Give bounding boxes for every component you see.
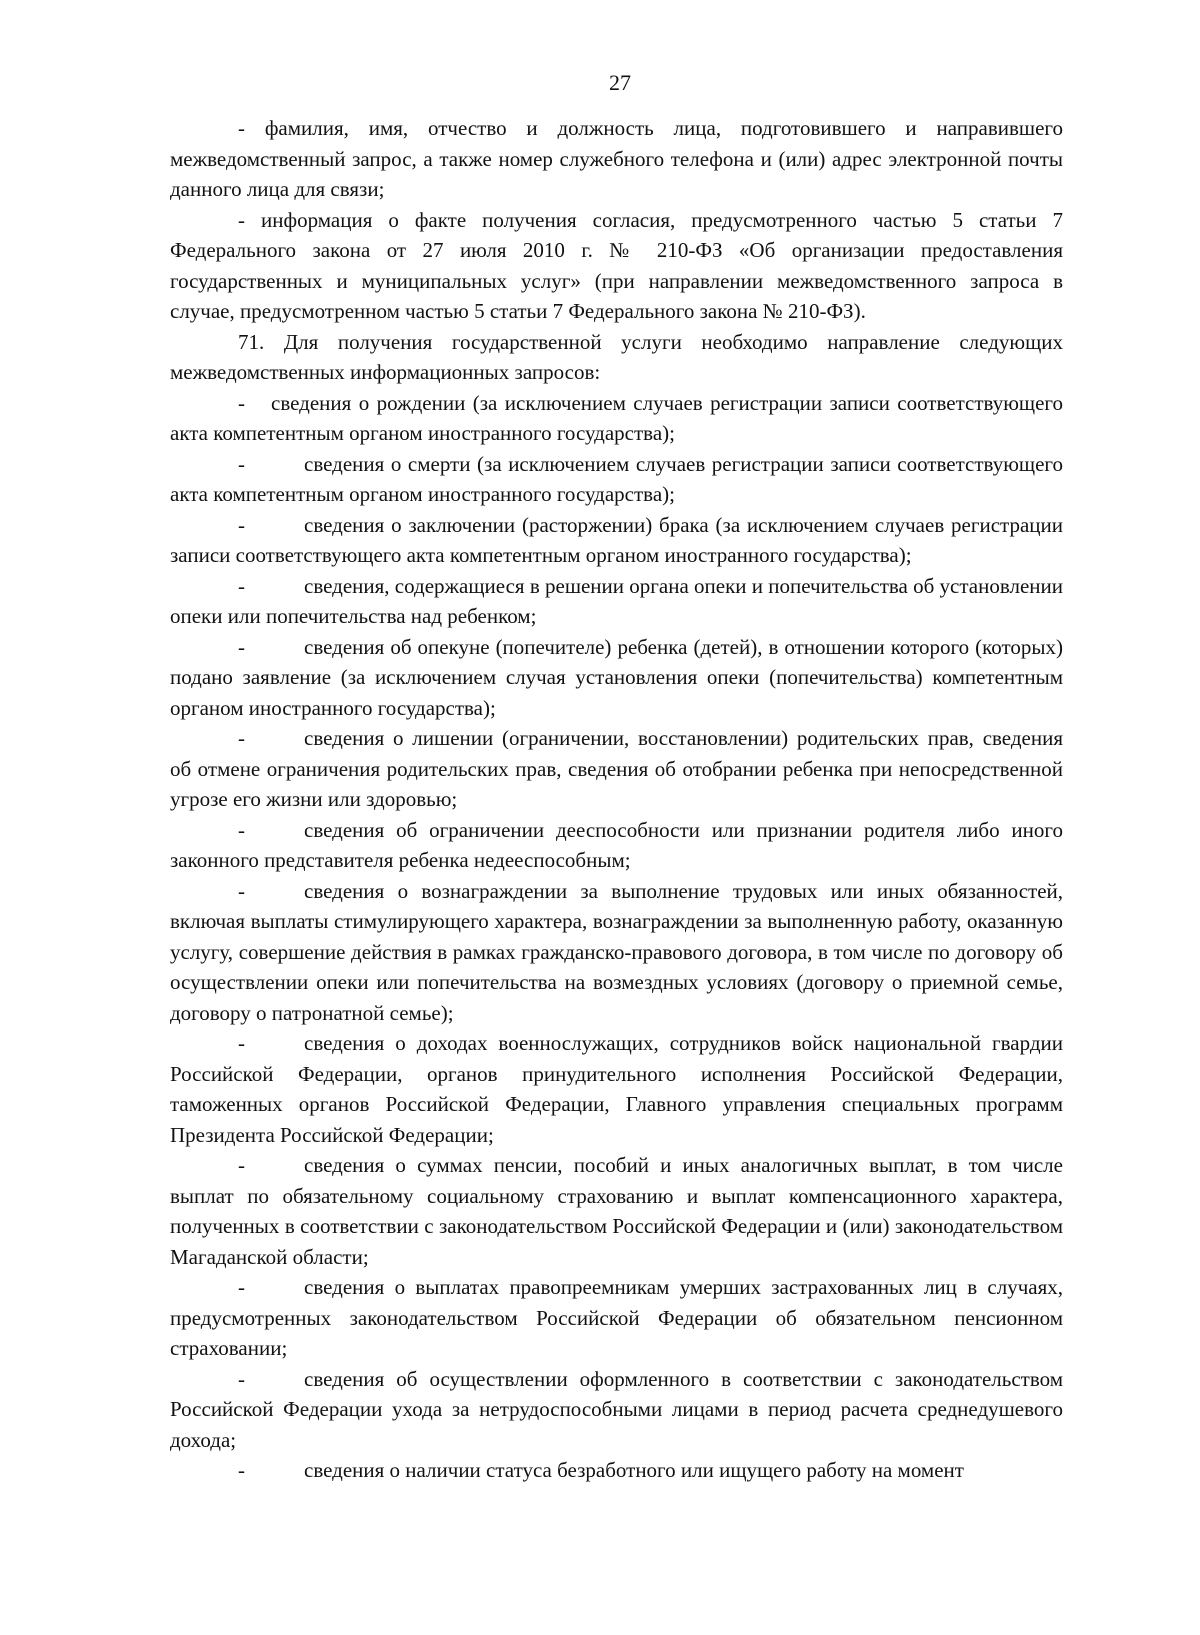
list-item: - сведения об опекуне (попечителе) ребенка (детей), в отношении которого (которых) подано заявление (за исключением случая установления опеки (попечительства) компетентным органом иностранного государства); xyxy=(170,634,1063,720)
list-item: - сведения о выплатах правопреемникам умерших застрахованных лиц в случаях, предусмотренных законодательством Российской Федерации об обязательном пенсионном страховании; xyxy=(170,1275,1063,1360)
list-item: - сведения о лишении (ограничении, восстановлении) родительских прав, сведения об отмене ограничения родительских прав, сведения об отобрании ребенка при непосредственной угрозе его жизни или здоровью; xyxy=(170,726,1063,811)
document-body xyxy=(170,113,1063,1486)
list-item: - сведения о доходах военнослужащих, сотрудников войск национальной гвардии Российской Федерации, органов принудительного исполнения Российской Федерации, таможенных органов Российской Федерации, Главного управления специальных программ Президента Российской Федерации; xyxy=(170,1031,1063,1147)
paragraph-consent-info: - информация о факте получения согласия, предусмотренного частью 5 статьи 7 Федерального закона от 27 июля 2010 г. № 210-ФЗ «Об организации предоставления государственных и муниципальных услуг» (при направлении межведомственного запроса в случае, предусмотренном частью 5 статьи 7 Федерального закона № 210-ФЗ). xyxy=(170,207,1063,323)
list-item: - сведения о рождении (за исключением случаев регистрации записи соответствующего акта компетентным органом иностранного государства); xyxy=(170,390,1063,445)
list-item: - сведения о суммах пенсии, пособий и иных аналогичных выплат, в том числе выплат по обязательному социальному страхованию и выплат компенсационного характера, полученных в соответствии с законодательством Российской Федерации и (или) законодательством Магаданской области; xyxy=(170,1153,1063,1269)
list-item: - сведения о вознаграждении за выполнение трудовых или иных обязанностей, включая выплаты стимулирующего характера, вознаграждении за выполненную работу, оказанную услугу, совершение действия в рамках гражданско-правового договора, в том числе по договору об осуществлении опеки или попечительства на возмездных условиях (договору о приемной семье, договору о патронатной семье); xyxy=(170,878,1063,1025)
list-item: - сведения о заключении (расторжении) брака (за исключением случаев регистрации записи соответствующего акта компетентным органом иностранного государства); xyxy=(170,512,1063,567)
list-item: - сведения о наличии статуса безработного или ищущего работу на момент xyxy=(238,1458,964,1482)
paragraph-official-name: - фамилия, имя, отчество и должность лица, подготовившего и направившего межведомственный запрос, а также номер служебного телефона и (или) адрес электронной почты данного лица для связи; xyxy=(170,116,1063,201)
list-item: - сведения о смерти (за исключением случаев регистрации записи соответствующего акта компетентным органом иностранного государства); xyxy=(170,451,1063,506)
list-item: - сведения, содержащиеся в решении органа опеки и попечительства об установлении опеки или попечительства над ребенком; xyxy=(170,573,1063,628)
page-number: 27 xyxy=(609,70,631,95)
list-item: - сведения об ограничении дееспособности или признании родителя либо иного законного представителя ребенка недееспособным; xyxy=(170,817,1063,872)
paragraph-clause-71: 71. Для получения государственной услуги необходимо направление следующих межведомственных информационных запросов: xyxy=(170,329,1063,384)
list-item: - сведения об осуществлении оформленного в соответствии с законодательством Российской Федерации ухода за нетрудоспособными лицами в период расчета среднедушевого дохода; xyxy=(170,1366,1063,1452)
